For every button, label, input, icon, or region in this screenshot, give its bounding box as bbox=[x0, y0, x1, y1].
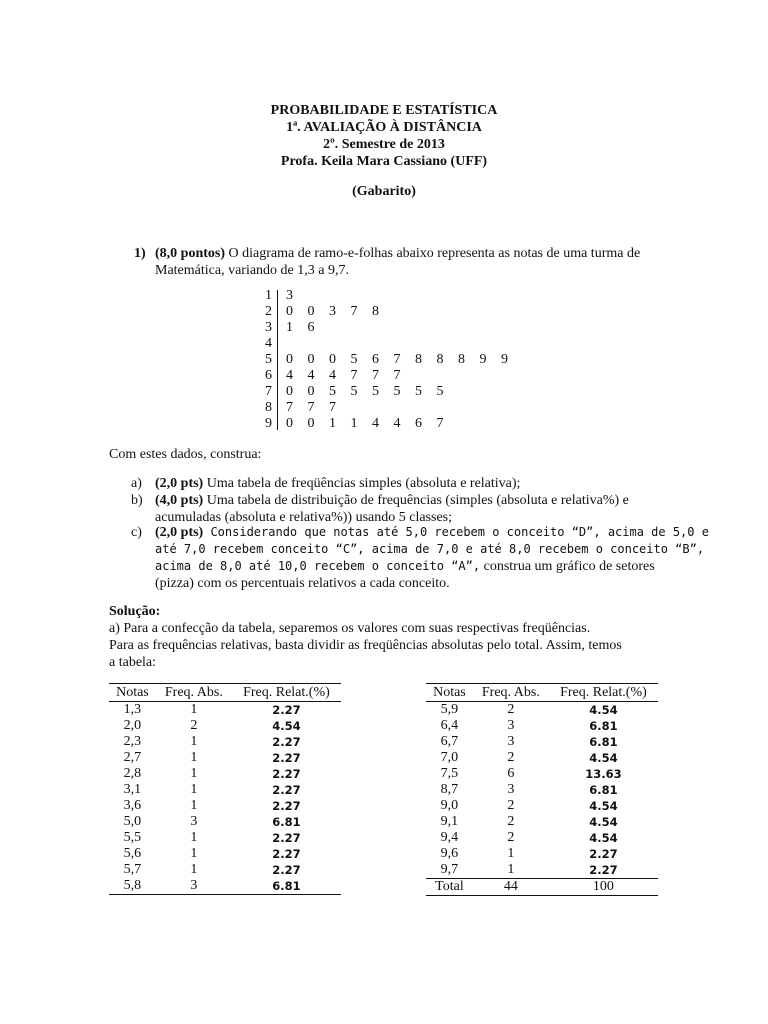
stem-value: 7 bbox=[265, 384, 272, 399]
table-row bbox=[109, 750, 341, 766]
leaf-value: 0 bbox=[286, 416, 293, 431]
leaf-value: 0 bbox=[286, 304, 293, 319]
leaf-value: 9 bbox=[501, 352, 508, 367]
cell-nota: 3,6 bbox=[123, 798, 142, 813]
item-a-points: (2,0 pts) bbox=[155, 476, 204, 491]
leaf-value: 0 bbox=[286, 352, 293, 367]
solution-line-2: Para as frequências relativas, basta dividir as freqüências absolutas pelo total. Assim, temos bbox=[109, 638, 622, 653]
cell-nota: 5,8 bbox=[109, 878, 156, 895]
question-text-line-1: O diagrama de ramo-e-folhas abaixo representa as notas de uma turma de bbox=[225, 246, 641, 261]
cell-freq-abs: 1 bbox=[190, 846, 198, 861]
item-c-text-line-2: até 7,0 recebem conceito “C”, acima de 7,0 e até 8,0 recebem o conceito “B”, bbox=[155, 542, 705, 556]
solution-title: Solução: bbox=[109, 604, 161, 619]
cell-freq-rel: 4.54 bbox=[589, 815, 618, 829]
leaf-value: 7 bbox=[307, 400, 315, 415]
title-line-1: PROBABILIDADE E ESTATÍSTICA bbox=[270, 103, 498, 118]
cell-freq-rel: 2.27 bbox=[589, 847, 618, 861]
item-c-text-line-3a: acima de 8,0 até 10,0 recebem o conceito “A”, bbox=[155, 559, 481, 573]
leaf-value: 0 bbox=[307, 304, 315, 319]
title-line-4: Profa. Keila Mara Cassiano (UFF) bbox=[280, 154, 488, 169]
cell-freq-abs: 2 bbox=[190, 718, 198, 733]
total-label: Total bbox=[426, 879, 473, 896]
cell-freq-abs: 3 bbox=[190, 814, 198, 829]
leaf-value: 7 bbox=[286, 400, 293, 415]
leaf-value: 8 bbox=[436, 352, 444, 367]
table-row bbox=[426, 846, 658, 862]
cell-freq-rel: 13.63 bbox=[585, 767, 622, 781]
table-row bbox=[109, 734, 341, 750]
leaf-value: 5 bbox=[415, 384, 422, 399]
table-row bbox=[426, 734, 658, 750]
cell-freq-abs: 2 bbox=[507, 814, 515, 829]
cell-freq-rel: 2.27 bbox=[272, 703, 301, 717]
item-c-text-line-3b: construa um gráfico de setores bbox=[480, 559, 655, 574]
leaf-value: 5 bbox=[393, 384, 401, 399]
item-a-text: Uma tabela de freqüências simples (absoluta e relativa); bbox=[203, 476, 521, 491]
cell-freq-abs: 1 bbox=[190, 782, 198, 797]
question-number bbox=[134, 245, 146, 262]
item-b-text-line-2: acumuladas (absoluta e relativa%)) usando 5 classes; bbox=[155, 510, 453, 525]
cell-nota: 1,3 bbox=[123, 702, 142, 717]
cell-freq-rel: 6.81 bbox=[589, 783, 618, 797]
cell-freq-rel: 4.54 bbox=[589, 831, 618, 845]
leaf-value: 3 bbox=[286, 288, 293, 303]
leaf-value: 0 bbox=[329, 352, 336, 367]
cell-nota: 5,6 bbox=[123, 846, 142, 861]
leaves bbox=[286, 416, 458, 432]
cell-freq-rel: 2.27 bbox=[272, 863, 301, 877]
cell-freq-rel: 6.81 bbox=[589, 719, 618, 733]
stem-value: 1 bbox=[265, 288, 272, 303]
leaf-value: 3 bbox=[329, 304, 336, 319]
leaves bbox=[286, 384, 458, 400]
cell-freq-rel: 4.54 bbox=[589, 751, 618, 765]
table-total-row bbox=[426, 879, 658, 896]
cell-nota: 2,3 bbox=[123, 734, 142, 749]
cell-nota: 8,7 bbox=[440, 782, 459, 797]
stem-value: 5 bbox=[265, 352, 272, 367]
stem-value: 3 bbox=[265, 320, 272, 335]
leaf-value: 7 bbox=[329, 400, 336, 415]
table-row bbox=[109, 798, 341, 814]
table-row bbox=[426, 862, 658, 879]
leaf-value: 4 bbox=[286, 368, 293, 383]
leaf-value: 6 bbox=[372, 352, 379, 367]
leaf-value: 0 bbox=[286, 384, 293, 399]
cell-freq-abs: 1 bbox=[190, 750, 198, 765]
cell-freq-abs: 1 bbox=[507, 862, 515, 877]
question-text bbox=[155, 245, 660, 279]
question-points: (8,0 pontos) bbox=[155, 246, 226, 261]
header-freq-abs: Freq. Abs. bbox=[156, 684, 232, 702]
table-row bbox=[109, 814, 341, 830]
cell-freq-abs: 1 bbox=[507, 846, 515, 861]
solution-line-1: a) Para a confecção da tabela, separemos os valores com suas respectivas freqüências. bbox=[109, 621, 591, 636]
cell-freq-rel: 2.27 bbox=[272, 783, 301, 797]
table-row bbox=[109, 702, 341, 719]
stem-value: 6 bbox=[265, 368, 272, 383]
cell-nota: 2,0 bbox=[123, 718, 142, 733]
cell-freq-abs: 1 bbox=[190, 798, 198, 813]
cell-freq-rel: 4.54 bbox=[272, 719, 301, 733]
cell-freq-abs: 2 bbox=[507, 830, 515, 845]
header-freq-rel: Freq. Relat.(%) bbox=[232, 684, 341, 702]
leaf-value: 4 bbox=[307, 368, 315, 383]
table-row bbox=[426, 766, 658, 782]
solution-line-3: a tabela: bbox=[109, 655, 157, 670]
question-number-label: 1) bbox=[134, 246, 146, 261]
leaf-value: 1 bbox=[329, 416, 336, 431]
leaves bbox=[286, 368, 415, 384]
cell-freq-rel: 6.81 bbox=[589, 735, 618, 749]
leaf-value: 7 bbox=[436, 416, 444, 431]
cell-freq-rel: 6.81 bbox=[272, 815, 301, 829]
question-text-line-2: Matemática, variando de 1,3 a 9,7. bbox=[155, 263, 349, 278]
item-c-label: c) bbox=[131, 525, 142, 540]
cell-freq-rel: 2.27 bbox=[272, 767, 301, 781]
item-b-points: (4,0 pts) bbox=[155, 493, 204, 508]
leaves bbox=[286, 304, 394, 320]
cell-nota: 2,7 bbox=[123, 750, 142, 765]
leaf-value: 5 bbox=[350, 384, 358, 399]
stem-leaf-divider bbox=[277, 290, 278, 430]
table-header-row bbox=[109, 684, 341, 702]
leaf-value: 5 bbox=[436, 384, 444, 399]
header-freq-rel: Freq. Relat.(%) bbox=[549, 684, 658, 702]
cell-freq-rel: 2.27 bbox=[272, 847, 301, 861]
cell-nota: 9,0 bbox=[440, 798, 459, 813]
cell-freq-abs: 1 bbox=[190, 766, 198, 781]
table-row bbox=[426, 750, 658, 766]
cell-freq-abs: 1 bbox=[190, 830, 198, 845]
cell-nota: 5,7 bbox=[123, 862, 142, 877]
leaf-value: 4 bbox=[329, 368, 336, 383]
frequency-table-left bbox=[109, 683, 341, 895]
table-row bbox=[109, 878, 341, 895]
cell-freq-abs: 2 bbox=[507, 750, 515, 765]
cell-freq-abs: 3 bbox=[156, 878, 232, 895]
instructions-intro: Com estes dados, construa: bbox=[109, 447, 262, 462]
leaf-value: 7 bbox=[393, 368, 401, 383]
cell-freq-rel: 2.27 bbox=[272, 735, 301, 749]
cell-freq-rel: 4.54 bbox=[589, 799, 618, 813]
leaf-value: 0 bbox=[307, 384, 315, 399]
header-freq-abs: Freq. Abs. bbox=[473, 684, 549, 702]
leaves bbox=[286, 288, 308, 304]
leaves bbox=[286, 400, 351, 416]
cell-freq-rel: 2.27 bbox=[589, 863, 618, 877]
stem-value: 9 bbox=[265, 416, 272, 431]
item-c bbox=[155, 524, 709, 592]
cell-freq-abs: 3 bbox=[507, 734, 515, 749]
leaf-value: 0 bbox=[307, 352, 315, 367]
leaves bbox=[286, 352, 523, 368]
leaf-value: 8 bbox=[458, 352, 465, 367]
table-row bbox=[109, 846, 341, 862]
leaf-value: 7 bbox=[350, 368, 358, 383]
leaf-value: 8 bbox=[372, 304, 379, 319]
header-notas: Notas bbox=[109, 684, 156, 702]
table-row bbox=[426, 830, 658, 846]
cell-nota: 2,8 bbox=[123, 766, 142, 781]
table-row bbox=[109, 830, 341, 846]
stem-value: 4 bbox=[265, 336, 272, 351]
header-notas: Notas bbox=[426, 684, 473, 702]
cell-freq-abs: 1 bbox=[190, 702, 198, 717]
title-gabarito: (Gabarito) bbox=[352, 184, 416, 199]
item-c-text-line-1: Considerando que notas até 5,0 recebem o conceito “D”, acima de 5,0 e bbox=[203, 525, 709, 539]
cell-freq-abs: 3 bbox=[507, 718, 515, 733]
leaf-value: 5 bbox=[372, 384, 379, 399]
cell-freq-abs: 2 bbox=[507, 798, 515, 813]
total-freq-rel: 100 bbox=[549, 879, 658, 896]
cell-freq-abs: 1 bbox=[190, 862, 198, 877]
leaf-value: 7 bbox=[372, 368, 379, 383]
table-row bbox=[426, 798, 658, 814]
leaf-value: 4 bbox=[393, 416, 401, 431]
cell-freq-rel: 2.27 bbox=[272, 831, 301, 845]
item-a bbox=[155, 475, 520, 492]
table-row bbox=[426, 718, 658, 734]
table-row bbox=[109, 766, 341, 782]
frequency-table-right bbox=[426, 683, 658, 896]
cell-freq-abs: 1 bbox=[190, 734, 198, 749]
leaf-value: 6 bbox=[415, 416, 422, 431]
cell-freq-abs: 2 bbox=[507, 702, 515, 717]
stem-value: 8 bbox=[265, 400, 272, 415]
table-row bbox=[426, 814, 658, 830]
cell-nota: 3,1 bbox=[123, 782, 142, 797]
title-line-2: 1ª. AVALIAÇÃO À DISTÂNCIA bbox=[286, 120, 482, 135]
leaf-value: 7 bbox=[350, 304, 358, 319]
leaf-value: 5 bbox=[350, 352, 358, 367]
cell-freq-rel: 6.81 bbox=[232, 878, 341, 895]
item-b bbox=[155, 492, 660, 526]
item-b-text-line-1: Uma tabela de distribuição de frequências (simples (absoluta e relativa%) e bbox=[203, 493, 629, 508]
cell-freq-rel: 2.27 bbox=[272, 751, 301, 765]
leaf-value: 6 bbox=[307, 320, 315, 335]
cell-nota: 9,6 bbox=[440, 846, 459, 861]
cell-freq-rel: 4.54 bbox=[589, 703, 618, 717]
cell-freq-rel: 2.27 bbox=[272, 799, 301, 813]
cell-nota: 7,5 bbox=[440, 766, 459, 781]
cell-nota: 6,4 bbox=[440, 718, 459, 733]
cell-nota: 5,9 bbox=[440, 702, 459, 717]
cell-nota: 5,5 bbox=[123, 830, 142, 845]
item-c-text-line-4: (pizza) com os percentuais relativos a cada conceito. bbox=[155, 576, 450, 591]
leaf-value: 1 bbox=[286, 320, 293, 335]
total-freq-abs: 44 bbox=[473, 879, 549, 896]
cell-freq-abs: 6 bbox=[507, 766, 515, 781]
cell-nota: 9,4 bbox=[440, 830, 459, 845]
leaf-value: 7 bbox=[393, 352, 401, 367]
leaf-value: 5 bbox=[329, 384, 336, 399]
leaf-value: 8 bbox=[415, 352, 422, 367]
leaf-value: 1 bbox=[350, 416, 358, 431]
leaf-value: 9 bbox=[479, 352, 487, 367]
table-header-row bbox=[426, 684, 658, 702]
leaves bbox=[286, 320, 329, 336]
item-b-label: b) bbox=[131, 493, 143, 508]
leaf-value: 0 bbox=[307, 416, 315, 431]
leaf-value: 4 bbox=[372, 416, 379, 431]
table-row bbox=[109, 862, 341, 878]
cell-nota: 5,0 bbox=[123, 814, 142, 829]
cell-freq-abs: 3 bbox=[507, 782, 515, 797]
item-a-label: a) bbox=[131, 476, 142, 491]
cell-nota: 9,1 bbox=[440, 814, 459, 829]
item-c-points: (2,0 pts) bbox=[155, 525, 204, 540]
title-line-3: 2º. Semestre de 2013 bbox=[323, 137, 445, 152]
table-row bbox=[426, 782, 658, 798]
stem-value: 2 bbox=[265, 304, 272, 319]
cell-nota: 7,0 bbox=[440, 750, 459, 765]
cell-nota: 6,7 bbox=[440, 734, 459, 749]
table-row bbox=[426, 702, 658, 719]
table-row bbox=[109, 718, 341, 734]
table-row bbox=[109, 782, 341, 798]
cell-nota: 9,7 bbox=[440, 862, 459, 877]
